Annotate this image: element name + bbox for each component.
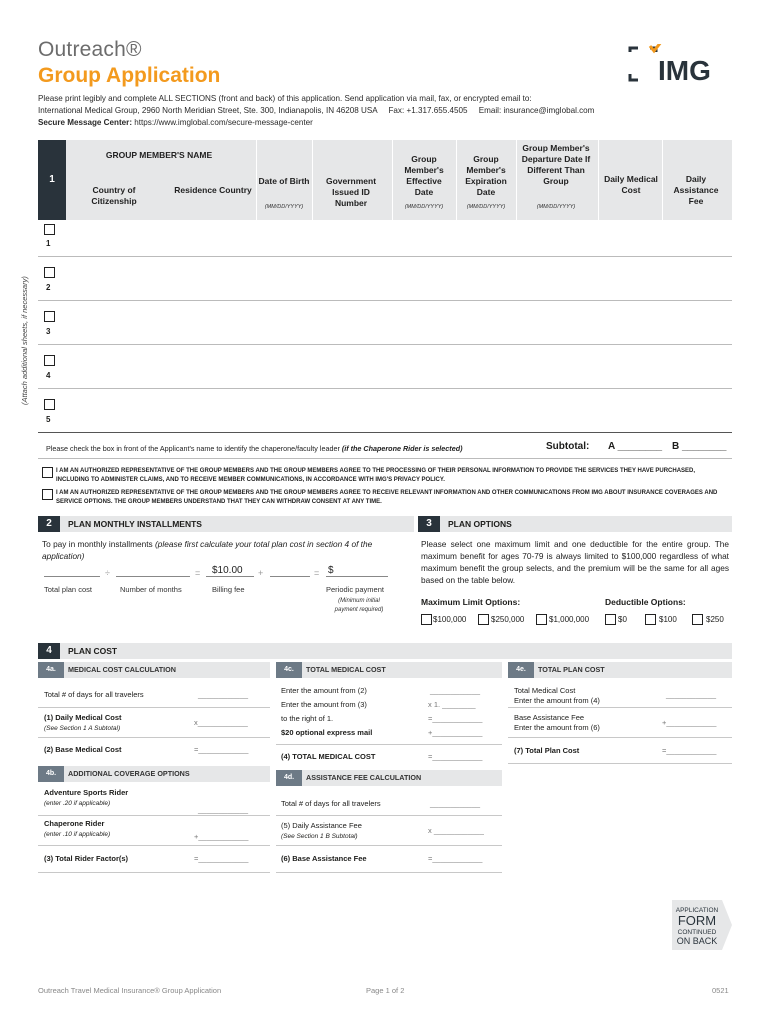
4e-assist-label: [514, 713, 600, 733]
4c-total-text: (4) TOTAL MEDICAL COST: [281, 752, 376, 761]
ded-option: $100: [659, 615, 677, 624]
col-effective-fmt: (MM/DD/YYYY): [404, 204, 444, 210]
intro-text: [38, 93, 594, 117]
section4-header: [38, 643, 732, 659]
4a-daily-field[interactable]: x____________: [194, 718, 248, 727]
intro-line-1: Please print legibly and complete ALL SECTIONS (front and back) of this application. Send application via mail, fax, or encrypted email to:: [38, 94, 532, 103]
footer-left: Outreach Travel Medical Insurance® Group Application: [38, 986, 222, 995]
badge-line-2: FORM: [677, 913, 717, 928]
4c-row1-label: Enter the amount from (2): [281, 686, 367, 695]
periodic-dollar: $: [328, 565, 334, 576]
4a-title: MEDICAL COST CALCULATION: [68, 665, 176, 674]
row-divider: [38, 344, 732, 345]
row-number: 5: [46, 415, 51, 424]
4c-row1-field[interactable]: ____________: [430, 686, 481, 695]
row-number: 3: [46, 327, 51, 336]
note-text: Please check the box in front of the Applicant's name to identify the chaperone/faculty leader: [46, 444, 340, 453]
4e-medical-label: [514, 686, 600, 706]
col-residence: Residence Country: [174, 185, 252, 195]
max-option: $1,000,000: [549, 615, 590, 624]
continued-badge-icon: [672, 900, 732, 950]
row-divider: [38, 388, 732, 389]
4b-title: ADDITIONAL COVERAGE OPTIONS: [68, 769, 190, 778]
row-3-checkbox[interactable]: [44, 311, 55, 322]
ded-100-checkbox[interactable]: [645, 614, 656, 625]
secure-url[interactable]: https://www.imglobal.com/secure-message-center: [134, 118, 313, 127]
footer-code: 0521: [712, 986, 729, 995]
billing-fee-value: $10.00: [212, 565, 243, 576]
side-note: (Attach additional sheets, if necessary): [20, 276, 29, 405]
deductible-label: Deductible Options:: [605, 597, 686, 607]
4b-chaperone-text: Chaperone Rider: [44, 819, 105, 828]
4d-base-field[interactable]: =____________: [428, 854, 483, 863]
max-option: $250,000: [491, 615, 525, 624]
max-1000000-checkbox[interactable]: [536, 614, 547, 625]
4b-tag: 4b.: [38, 766, 64, 782]
4e-title: TOTAL PLAN COST: [538, 665, 605, 674]
4c-title: TOTAL MEDICAL COST: [306, 665, 386, 674]
row-1-checkbox[interactable]: [44, 224, 55, 235]
col-expiration-fmt: (MM/DD/YYYY): [466, 204, 506, 210]
ded-250-checkbox[interactable]: [692, 614, 703, 625]
extra-field[interactable]: [270, 576, 310, 577]
4d-title: ASSISTANCE FEE CALCULATION: [306, 773, 422, 782]
section3-text: Please select one maximum limit and one deductible for the entire group. The maximum benefit for ages 70-79 is always limited to $100,000 regardless of what maximum benefit the group selects, and the premium will be the same for all ages based on the table below.: [421, 539, 729, 585]
4d-daily-label: [281, 821, 362, 842]
4c-tag: 4c.: [276, 662, 302, 678]
4d-days-label: Total # of days for all travelers: [281, 799, 381, 808]
label-total-plan-cost: Total plan cost: [44, 585, 92, 594]
footer-page: Page 1 of 2: [366, 986, 405, 995]
intro-line-2: International Medical Group, 2960 North Meridian Street, Ste. 300, Indianapolis, IN 46208 USA Fax: +1.317.655.4505 Email: insurance@imglobal.com: [38, 106, 595, 115]
4c-row2-label: Enter the amount from (3): [281, 700, 367, 709]
col-dob-fmt: (MM/DD/YYYY): [264, 204, 304, 210]
label-minimum: (Minimum initial payment required): [334, 598, 384, 613]
note-bold: (if the Chaperone Rider is selected): [341, 444, 463, 453]
row-2-checkbox[interactable]: [44, 267, 55, 278]
max-100000-checkbox[interactable]: [421, 614, 432, 625]
section4-title: PLAN COST: [68, 646, 118, 656]
section3-title: PLAN OPTIONS: [448, 519, 512, 529]
secure-message: [38, 118, 313, 127]
col-medical: Daily Medical Cost: [604, 174, 658, 195]
col-group-name: GROUP MEMBER'S NAME: [105, 150, 213, 160]
row-4-checkbox[interactable]: [44, 355, 55, 366]
row-5-checkbox[interactable]: [44, 399, 55, 410]
brand-name: Outreach®: [38, 38, 142, 61]
max-option: $100,000: [433, 615, 467, 624]
col-departure-fmt: (MM/DD/YYYY): [536, 204, 576, 210]
chaperone-note: [46, 444, 462, 453]
section2-intro-italic: (please first calculate your total plan cost in section 4 of the application): [42, 539, 373, 561]
4a-base-text: (2) Base Medical Cost: [44, 745, 122, 754]
4e-assist-sub: Enter the amount from (6): [514, 723, 600, 732]
4c-row4-label: [281, 728, 372, 738]
row-divider: [38, 256, 732, 257]
section3-number: 3: [418, 516, 440, 532]
row-divider: [38, 300, 732, 301]
4a-days-field[interactable]: ____________: [198, 690, 249, 699]
4e-medical-text: Total Medical Cost: [514, 686, 576, 695]
col-assistance: Daily Assistance Fee: [673, 174, 719, 206]
agree-communications-text: I AM AN AUTHORIZED REPRESENTATIVE OF THE GROUP MEMBERS AND THE GROUP MEMBERS AGREE TO RECEIVE RELEVANT INFORMATION AND OTHER COMMUNICATIONS FROM IMG ABOUT INSURANCE COVERAGES AND SERVICE OPTIONS. THE GROUP MEMBERS UNDERSTAND THAT THEY CAN WITHDRAW CONSENT AT ANY TIME.: [56, 490, 718, 505]
4b-adventure-sub: (enter .20 if applicable): [44, 800, 111, 807]
4c-row3-label: to the right of 1.: [281, 714, 334, 723]
4d-daily-field[interactable]: x ____________: [428, 826, 484, 835]
label-months: Number of months: [120, 585, 182, 594]
4a-base-label: [44, 745, 122, 755]
section2-intro-text: To pay in monthly installments: [42, 539, 153, 549]
4c-row4-field[interactable]: +____________: [428, 728, 483, 737]
img-logo-icon: [628, 44, 734, 88]
4b-total-label: [44, 854, 128, 864]
4a-daily-text: (1) Daily Medical Cost: [44, 713, 122, 722]
4e-medical-sub: Enter the amount from (4): [514, 696, 600, 705]
months-field[interactable]: [116, 576, 190, 577]
4c-row4-text: $20 optional express mail: [281, 728, 373, 737]
secure-label: Secure Message Center:: [38, 118, 133, 127]
page-title: Group Application: [38, 64, 221, 87]
billing-fee-line: [206, 576, 254, 577]
4b-adventure-text: Adventure Sports Rider: [44, 788, 129, 797]
4c-row2-field[interactable]: x 1. ________: [428, 700, 476, 709]
row-number: 1: [46, 239, 51, 248]
subtotal-b[interactable]: B ________: [672, 441, 727, 452]
ded-0-checkbox[interactable]: [605, 614, 616, 625]
4e-assist-field[interactable]: +____________: [662, 718, 717, 727]
4d-base-text: (6) Base Assistance Fee: [281, 854, 367, 863]
section2-intro: [42, 538, 408, 562]
ded-option: $0: [618, 615, 627, 624]
badge-line-4: ON BACK: [676, 936, 718, 946]
agree-communications-checkbox[interactable]: [42, 489, 53, 500]
4d-base-label: [281, 854, 367, 864]
row-number: 4: [46, 371, 51, 380]
4b-chaperone-field[interactable]: +____________: [194, 832, 249, 841]
col-departure: Group Member's Departure Date If Different Than Group: [521, 143, 591, 186]
4a-days-label: Total # of days for all travelers: [44, 690, 144, 699]
4e-tag: 4e.: [508, 662, 534, 678]
col-gov-id: Government Issued ID Number: [325, 176, 377, 208]
4a-base-field[interactable]: =____________: [194, 745, 249, 754]
periodic-payment-field[interactable]: [326, 576, 388, 577]
4b-chaperone-sub: (enter .10 if applicable): [44, 831, 111, 838]
4a-daily-label: [44, 713, 122, 734]
4d-daily-sub: (See Section 1 B Subtotal): [281, 833, 358, 840]
4c-total-label: [281, 752, 375, 762]
label-periodic: Periodic payment: [326, 585, 384, 594]
4b-chaperone-label: [44, 819, 110, 840]
col-dob: Date of Birth: [258, 176, 310, 186]
col-country: Country of Citizenship: [91, 185, 137, 206]
4d-daily-text: (5) Daily Assistance Fee: [281, 821, 362, 830]
section4-number: 4: [38, 643, 60, 659]
max-limit-label: Maximum Limit Options:: [421, 597, 521, 607]
4c-row3-field[interactable]: =____________: [428, 714, 483, 723]
agree-privacy-text: I AM AN AUTHORIZED REPRESENTATIVE OF THE GROUP MEMBERS AND THE GROUP MEMBERS AGREE TO THE PROCESSING OF THEIR PERSONAL INFORMATION TO PROVIDE THE SERVICES THEY HAVE PURCHASED, INCLUDING TO ADMINISTER CLAIMS, AND TO RECEIVE MEMBER COMMUNICATIONS, IN ACCORDANCE WITH IMG'S PRIVACY POLICY.: [56, 468, 696, 483]
subtotal-a[interactable]: A ________: [608, 441, 663, 452]
4a-daily-sub: (See Section 1 A Subtotal): [44, 725, 121, 732]
4d-days-field[interactable]: ____________: [430, 799, 481, 808]
4a-tag: 4a.: [38, 662, 64, 678]
4b-adventure-label: [44, 788, 128, 809]
ded-option: $250: [706, 615, 724, 624]
4e-total-label: [514, 746, 579, 756]
label-billing: Billing fee: [212, 585, 245, 594]
max-250000-checkbox[interactable]: [478, 614, 489, 625]
row-number: 2: [46, 283, 51, 292]
col-expiration: Group Member's Expiration Date: [465, 154, 507, 197]
col-effective: Group Member's Effective Date: [404, 154, 444, 197]
badge-line-3: CONTINUED: [677, 929, 717, 936]
4b-total-field[interactable]: =____________: [194, 854, 249, 863]
4e-total-field[interactable]: =____________: [662, 746, 717, 755]
4c-total-field[interactable]: =____________: [428, 752, 483, 761]
4e-total-text: (7) Total Plan Cost: [514, 746, 580, 755]
agree-privacy-checkbox[interactable]: [42, 467, 53, 478]
badge-line-1: APPLICATION: [675, 907, 719, 914]
subtotal-label: Subtotal:: [546, 441, 590, 452]
total-plan-cost-field[interactable]: [44, 576, 100, 577]
4d-tag: 4d.: [276, 770, 302, 786]
divider: [38, 458, 732, 459]
4b-adventure-field[interactable]: ____________: [198, 805, 249, 814]
logo-text: IMG: [658, 55, 711, 86]
4e-medical-field[interactable]: ____________: [666, 690, 717, 699]
section1-number: 1: [38, 140, 66, 220]
row-divider: [38, 432, 732, 433]
section2-title: PLAN MONTHLY INSTALLMENTS: [68, 519, 202, 529]
4b-total-text: (3) Total Rider Factor(s): [44, 854, 129, 863]
section2-number: 2: [38, 516, 60, 532]
4e-assist-text: Base Assistance Fee: [514, 713, 585, 722]
